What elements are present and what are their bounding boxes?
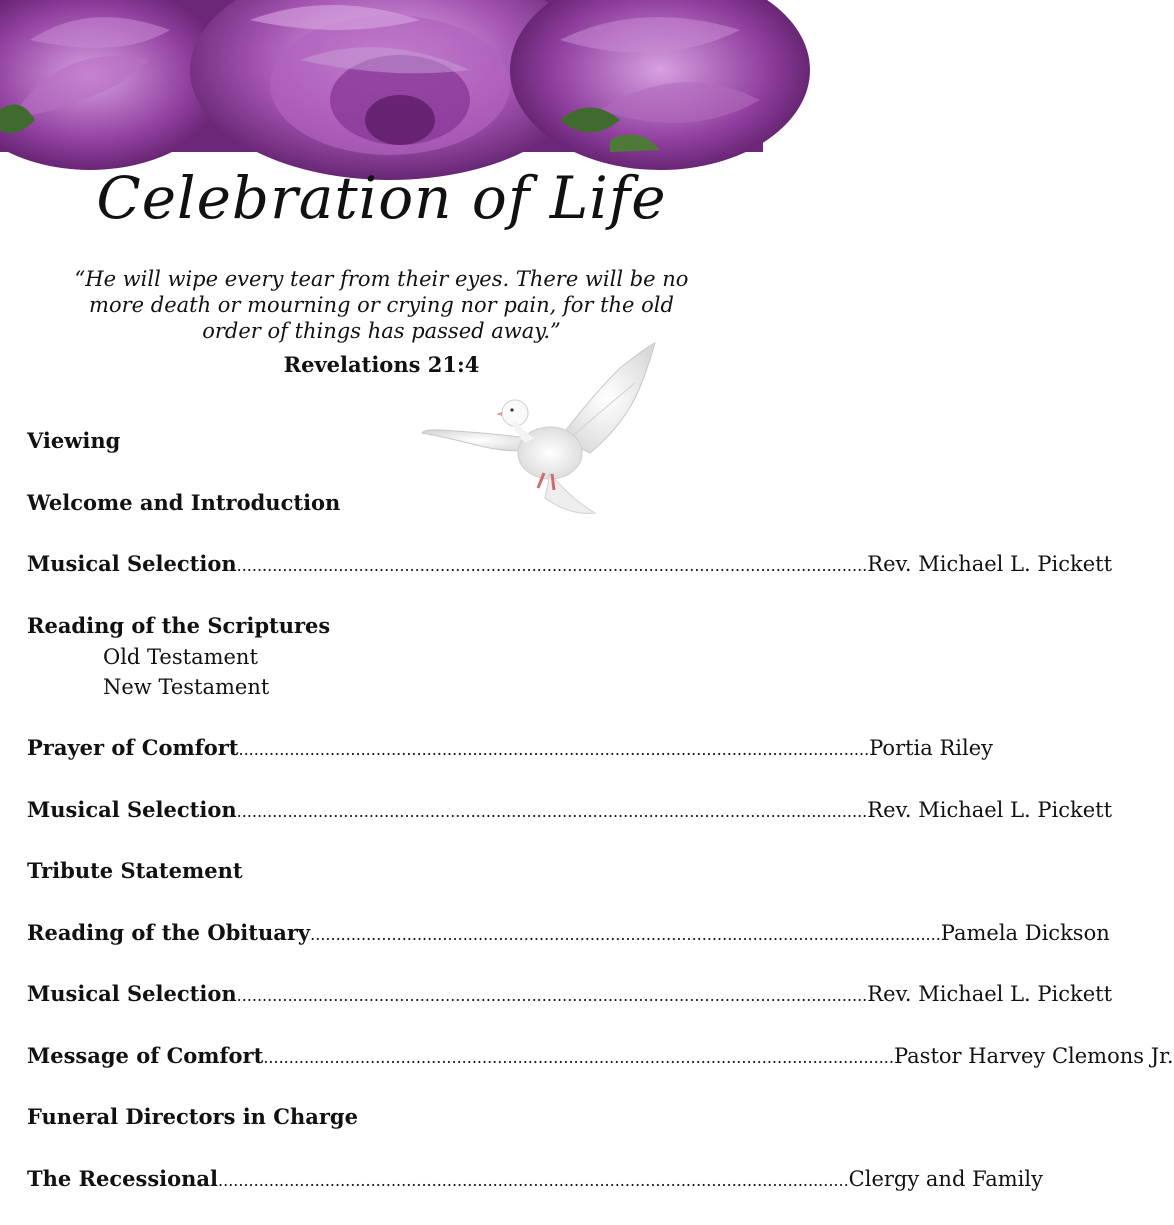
program-item-musical-selection-3: [27, 978, 1113, 1010]
program-item-reading-scriptures: [27, 610, 737, 642]
program-item-label: Reading of the Obituary: [27, 920, 311, 945]
program-item-label: Musical Selection: [27, 797, 237, 822]
program-item-label: Message of Comfort: [27, 1043, 264, 1068]
program-item-viewing: [27, 425, 737, 457]
scripture-reference: Revelations 21:4: [283, 352, 480, 377]
program-item-label: Tribute Statement: [27, 858, 243, 883]
dot-leader: ............................................................................................................................: [236, 802, 868, 821]
program-item-person: Pastor Harvey Clemons Jr.: [893, 1044, 1174, 1068]
program-item-label: Funeral Directors in Charge: [27, 1104, 358, 1129]
program-item-person: Pamela Dickson: [940, 921, 1110, 945]
scripture-old-testament: Old Testament: [103, 645, 258, 669]
program-item-person: Rev. Michael L. Pickett: [867, 798, 1113, 822]
program-item-label: Reading of the Scriptures: [27, 613, 331, 638]
program-item-person: Rev. Michael L. Pickett: [867, 982, 1113, 1006]
dot-leader: ............................................................................................................................: [236, 986, 868, 1005]
program-item-label: Welcome and Introduction: [27, 490, 341, 515]
program-item-label: Musical Selection: [27, 551, 237, 576]
program-item-label: Musical Selection: [27, 981, 237, 1006]
dot-leader: ............................................................................................................................: [218, 1171, 849, 1190]
program-item-musical-selection-2: [27, 794, 1113, 826]
program-item-person: Portia Riley: [869, 736, 994, 760]
program-item-label: Viewing: [27, 428, 121, 453]
scripture-new-testament: New Testament: [103, 675, 270, 699]
program-item-label: The Recessional: [27, 1166, 219, 1191]
program-item-obituary: [27, 917, 1110, 949]
program-item-welcome: [27, 487, 737, 519]
scripture-quote: “He will wipe every tear from their eyes. There will be no more death or mourning or crying nor pain, for the old order of things has passed away.”: [74, 267, 689, 343]
program-item-prayer: [27, 732, 994, 764]
program-item-musical-selection-1: [27, 548, 1113, 580]
program-item-funeral-directors: [27, 1101, 737, 1133]
page-title: Celebration of Life: [96, 164, 667, 232]
program-item-tribute: [27, 855, 737, 887]
program-item-recessional: [27, 1163, 1043, 1195]
program-item-person: Rev. Michael L. Pickett: [867, 552, 1113, 576]
dot-leader: ............................................................................................................................: [310, 925, 941, 944]
dot-leader: ............................................................................................................................: [238, 740, 870, 759]
program-item-person: Clergy and Family: [848, 1167, 1043, 1191]
dot-leader: ............................................................................................................................: [236, 556, 868, 575]
program-item-message: [27, 1040, 1174, 1072]
dot-leader: ............................................................................................................................: [263, 1048, 894, 1067]
purple-roses-banner: [0, 0, 763, 152]
program-item-label: Prayer of Comfort: [27, 735, 239, 760]
